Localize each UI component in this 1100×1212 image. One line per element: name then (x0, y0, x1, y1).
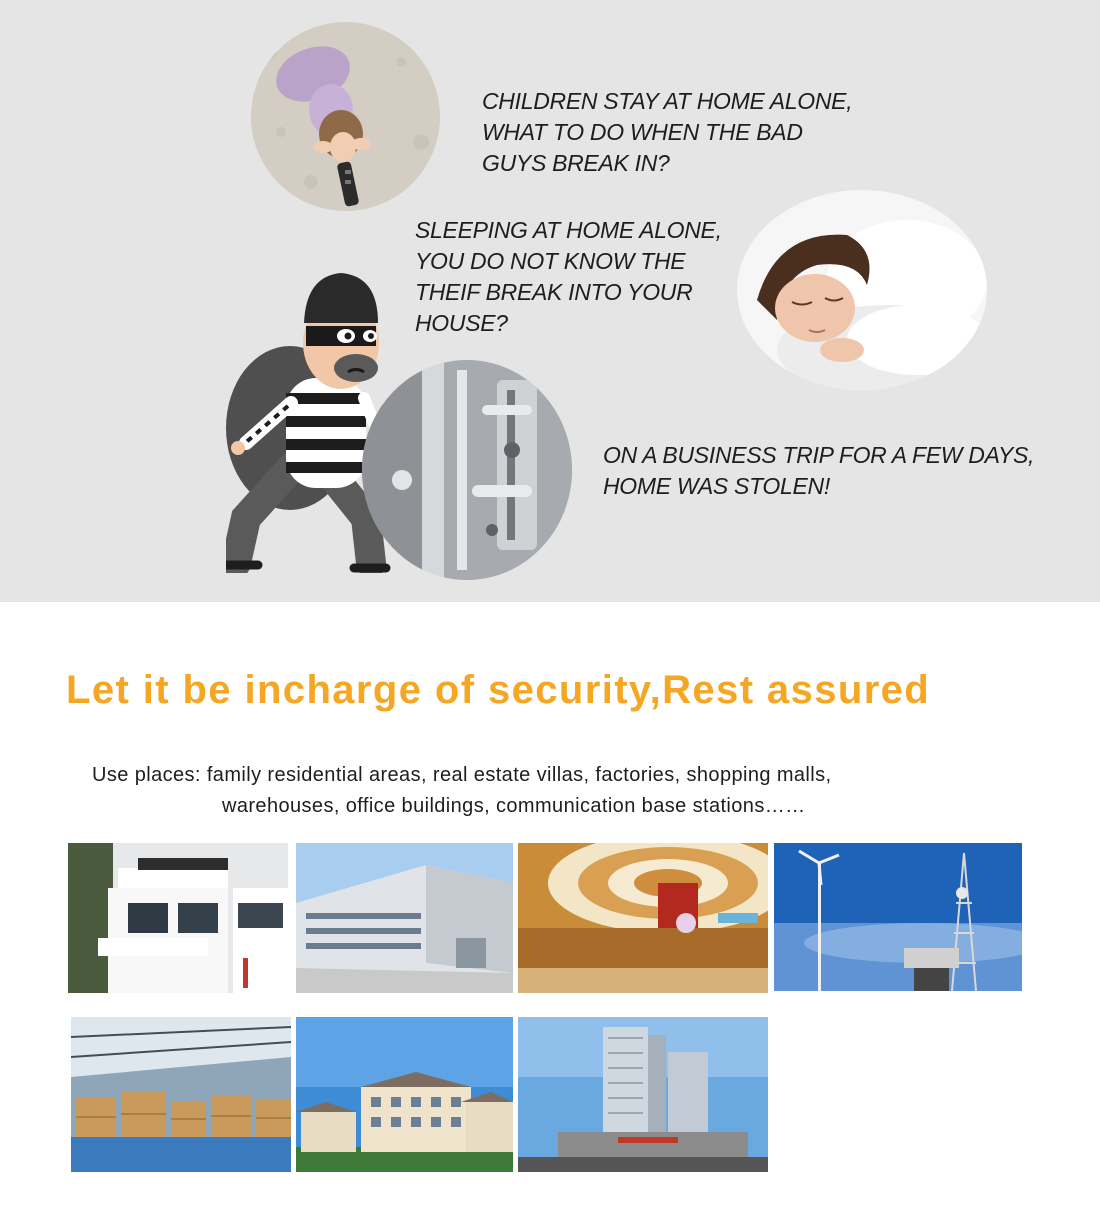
business-trip-caption: ON A BUSINESS TRIP FOR A FEW DAYS, HOME WAS STOLEN! (603, 442, 1035, 499)
burglar-illustration (226, 268, 396, 573)
warehouse-photo (71, 1017, 291, 1172)
door-lock-photo (362, 360, 572, 580)
factory-photo (296, 843, 513, 993)
problem-banner (0, 0, 1100, 602)
sleeping-woman-photo (737, 190, 987, 390)
base-station-photo (774, 843, 1022, 991)
headline: Let it be incharge of security,Rest assured (66, 668, 931, 712)
use-places-line-1: Use places: family residential areas, real estate villas, factories, shopping malls, (92, 764, 832, 786)
shopping-mall-photo (518, 843, 768, 993)
office-building-photo (518, 1017, 768, 1172)
sleeping-caption: SLEEPING AT HOME ALONE, YOU DO NOT KNOW THE THEIF BREAK INTO YOUR HOUSE? (415, 217, 722, 336)
villa-photo (68, 843, 288, 993)
child-on-carpet-photo (251, 22, 440, 211)
apartments-photo (296, 1017, 513, 1172)
children-caption: CHILDREN STAY AT HOME ALONE, WHAT TO DO WHEN THE BAD GUYS BREAK IN? (482, 88, 853, 176)
use-places-line-2: warehouses, office buildings, communication base stations…… (222, 795, 806, 817)
